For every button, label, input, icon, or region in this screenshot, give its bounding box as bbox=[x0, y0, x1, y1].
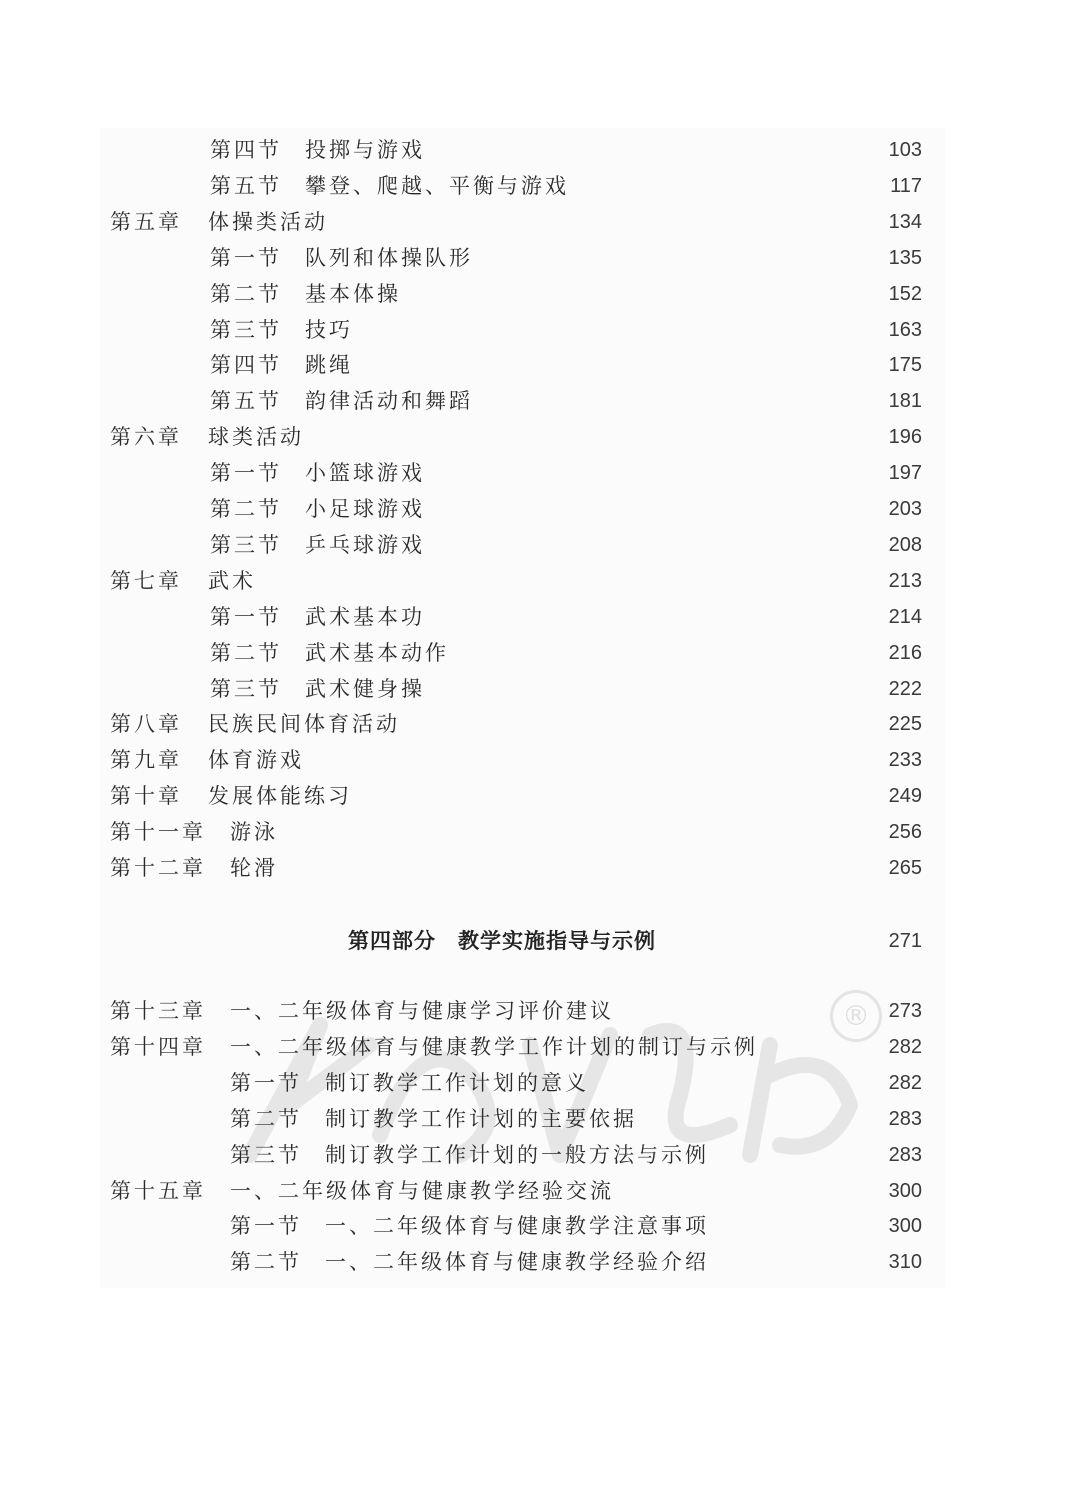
toc-section-row bbox=[0, 132, 1080, 168]
page-number: 152 bbox=[888, 282, 922, 305]
section-number: 第三节 bbox=[210, 532, 282, 557]
section-title: 一、二年级体育与健康教学经验介绍 bbox=[325, 1250, 709, 1275]
section-title: 乒乓球游戏 bbox=[305, 532, 425, 557]
chapter-number: 第五章 bbox=[110, 209, 182, 234]
toc-section-row bbox=[0, 168, 1080, 204]
chapter-title: 一、二年级体育与健康教学经验交流 bbox=[230, 1178, 614, 1203]
page-number: 163 bbox=[888, 318, 922, 341]
page-number: 222 bbox=[888, 677, 922, 700]
chapter-title: 一、二年级体育与健康学习评价建议 bbox=[230, 999, 614, 1023]
part-heading-row bbox=[0, 921, 1080, 961]
section-number: 第五节 bbox=[210, 173, 282, 198]
chapter-number: 第七章 bbox=[110, 568, 182, 593]
toc-section-row bbox=[0, 240, 1080, 276]
section-number: 第二节 bbox=[210, 640, 282, 665]
page-number: 203 bbox=[888, 498, 922, 520]
toc-section-row bbox=[0, 491, 1080, 527]
toc-section-row bbox=[0, 276, 1080, 312]
section-number: 第二节 bbox=[230, 1106, 302, 1131]
section-number: 第二节 bbox=[230, 1250, 302, 1275]
section-number: 第五节 bbox=[210, 389, 282, 414]
page-number: 181 bbox=[888, 390, 922, 413]
page-number: 216 bbox=[888, 641, 922, 664]
page-number: 249 bbox=[888, 785, 922, 808]
chapter-title: 球类活动 bbox=[208, 425, 304, 450]
page-number: 283 bbox=[888, 1107, 922, 1130]
toc-section-row bbox=[0, 671, 1080, 707]
page-number: 197 bbox=[888, 462, 922, 485]
section-number: 第二节 bbox=[210, 281, 282, 306]
toc-chapter-row bbox=[0, 563, 1080, 599]
page-number: 213 bbox=[888, 569, 922, 592]
section-title: 跳绳 bbox=[305, 353, 353, 378]
page-number: 282 bbox=[888, 1035, 922, 1058]
page-number: 208 bbox=[888, 533, 922, 556]
chapter-number: 第六章 bbox=[110, 425, 182, 450]
section-number: 第三节 bbox=[230, 1142, 302, 1167]
page-number: 310 bbox=[888, 1251, 922, 1274]
section-number: 第一节 bbox=[210, 461, 282, 486]
page-number: 300 bbox=[888, 1215, 922, 1238]
toc-section-row bbox=[0, 527, 1080, 563]
section-title: 小篮球游戏 bbox=[305, 461, 425, 486]
section-number: 第一节 bbox=[230, 1214, 302, 1239]
toc-chapter-row bbox=[0, 706, 1080, 742]
toc-chapter-row bbox=[0, 742, 1080, 778]
chapter-title: 体育游戏 bbox=[208, 748, 304, 773]
chapter-number: 第十一章 bbox=[110, 820, 206, 845]
chapter-title: 发展体能练习 bbox=[208, 784, 352, 809]
chapter-number: 第十五章 bbox=[110, 1178, 206, 1203]
registered-trademark-icon: ® bbox=[830, 990, 882, 1042]
section-title: 制订教学工作计划的主要依据 bbox=[325, 1106, 637, 1131]
toc-section-row bbox=[0, 1065, 1080, 1101]
toc-chapter-row bbox=[0, 778, 1080, 814]
toc-chapter-row bbox=[0, 419, 1080, 455]
chapter-title: 体操类活动 bbox=[208, 209, 328, 234]
page-number: 196 bbox=[888, 426, 922, 449]
toc-chapter-row bbox=[0, 850, 1080, 886]
toc-chapter-row bbox=[0, 1029, 1080, 1065]
chapter-title: 民族民间体育活动 bbox=[208, 712, 400, 737]
page-number: 282 bbox=[888, 1071, 922, 1094]
part-page-number: 271 bbox=[888, 930, 922, 952]
chapter-number: 第九章 bbox=[110, 748, 182, 773]
toc-chapter-row bbox=[0, 204, 1080, 240]
page-number: 225 bbox=[888, 713, 922, 736]
section-number: 第四节 bbox=[210, 138, 282, 162]
page-number: 256 bbox=[888, 821, 922, 844]
toc-section-row bbox=[0, 599, 1080, 635]
toc-section-row bbox=[0, 635, 1080, 671]
chapter-number: 第十二章 bbox=[110, 856, 206, 880]
chapter-number: 第十章 bbox=[110, 784, 182, 809]
section-title: 基本体操 bbox=[305, 281, 401, 306]
toc-section-row bbox=[0, 1208, 1080, 1244]
page-number: 175 bbox=[888, 354, 922, 377]
page-number: 300 bbox=[888, 1179, 922, 1202]
chapter-number: 第八章 bbox=[110, 712, 182, 737]
toc-chapter-row bbox=[0, 814, 1080, 850]
page-number: 214 bbox=[888, 605, 922, 628]
toc-section-row bbox=[0, 1244, 1080, 1280]
section-number: 第一节 bbox=[230, 1070, 302, 1095]
section-title: 攀登、爬越、平衡与游戏 bbox=[305, 173, 569, 198]
section-title: 技巧 bbox=[305, 317, 353, 342]
page-number: 103 bbox=[888, 139, 922, 161]
section-title: 韵律活动和舞蹈 bbox=[305, 389, 473, 414]
page-number: 273 bbox=[888, 1000, 922, 1022]
section-number: 第四节 bbox=[210, 353, 282, 378]
chapter-number: 第十四章 bbox=[110, 1034, 206, 1059]
toc-section-row bbox=[0, 383, 1080, 419]
section-number: 第一节 bbox=[210, 604, 282, 629]
section-title: 制订教学工作计划的一般方法与示例 bbox=[325, 1142, 709, 1167]
toc-section-row bbox=[0, 455, 1080, 491]
toc-chapter-row bbox=[0, 993, 1080, 1029]
section-number: 第一节 bbox=[210, 245, 282, 270]
section-title: 队列和体操队形 bbox=[305, 245, 473, 270]
toc-section-row bbox=[0, 347, 1080, 383]
section-number: 第二节 bbox=[210, 497, 282, 521]
part-title: 第四部分 教学实施指导与示例 bbox=[348, 928, 656, 953]
section-title: 制订教学工作计划的意义 bbox=[325, 1070, 589, 1095]
toc-section-row bbox=[0, 1137, 1080, 1173]
section-title: 武术健身操 bbox=[305, 676, 425, 701]
section-title: 武术基本动作 bbox=[305, 640, 449, 665]
page-number: 134 bbox=[888, 210, 922, 233]
toc-section-row bbox=[0, 312, 1080, 348]
page-number: 233 bbox=[888, 749, 922, 772]
page-number: 283 bbox=[888, 1143, 922, 1166]
chapter-title: 游泳 bbox=[230, 820, 278, 845]
section-number: 第三节 bbox=[210, 317, 282, 342]
page-number: 135 bbox=[888, 246, 922, 269]
chapter-title: 轮滑 bbox=[230, 856, 278, 880]
page-number: 117 bbox=[890, 174, 922, 197]
section-title: 投掷与游戏 bbox=[305, 138, 425, 162]
section-number: 第三节 bbox=[210, 676, 282, 701]
toc-chapter-row bbox=[0, 1173, 1080, 1209]
chapter-title: 武术 bbox=[208, 568, 256, 593]
section-title: 一、二年级体育与健康教学注意事项 bbox=[325, 1214, 709, 1239]
section-title: 武术基本功 bbox=[305, 604, 425, 629]
chapter-number: 第十三章 bbox=[110, 999, 206, 1023]
page-number: 265 bbox=[888, 857, 922, 879]
toc-section-row bbox=[0, 1101, 1080, 1137]
chapter-title: 一、二年级体育与健康教学工作计划的制订与示例 bbox=[230, 1034, 758, 1059]
section-title: 小足球游戏 bbox=[305, 497, 425, 521]
